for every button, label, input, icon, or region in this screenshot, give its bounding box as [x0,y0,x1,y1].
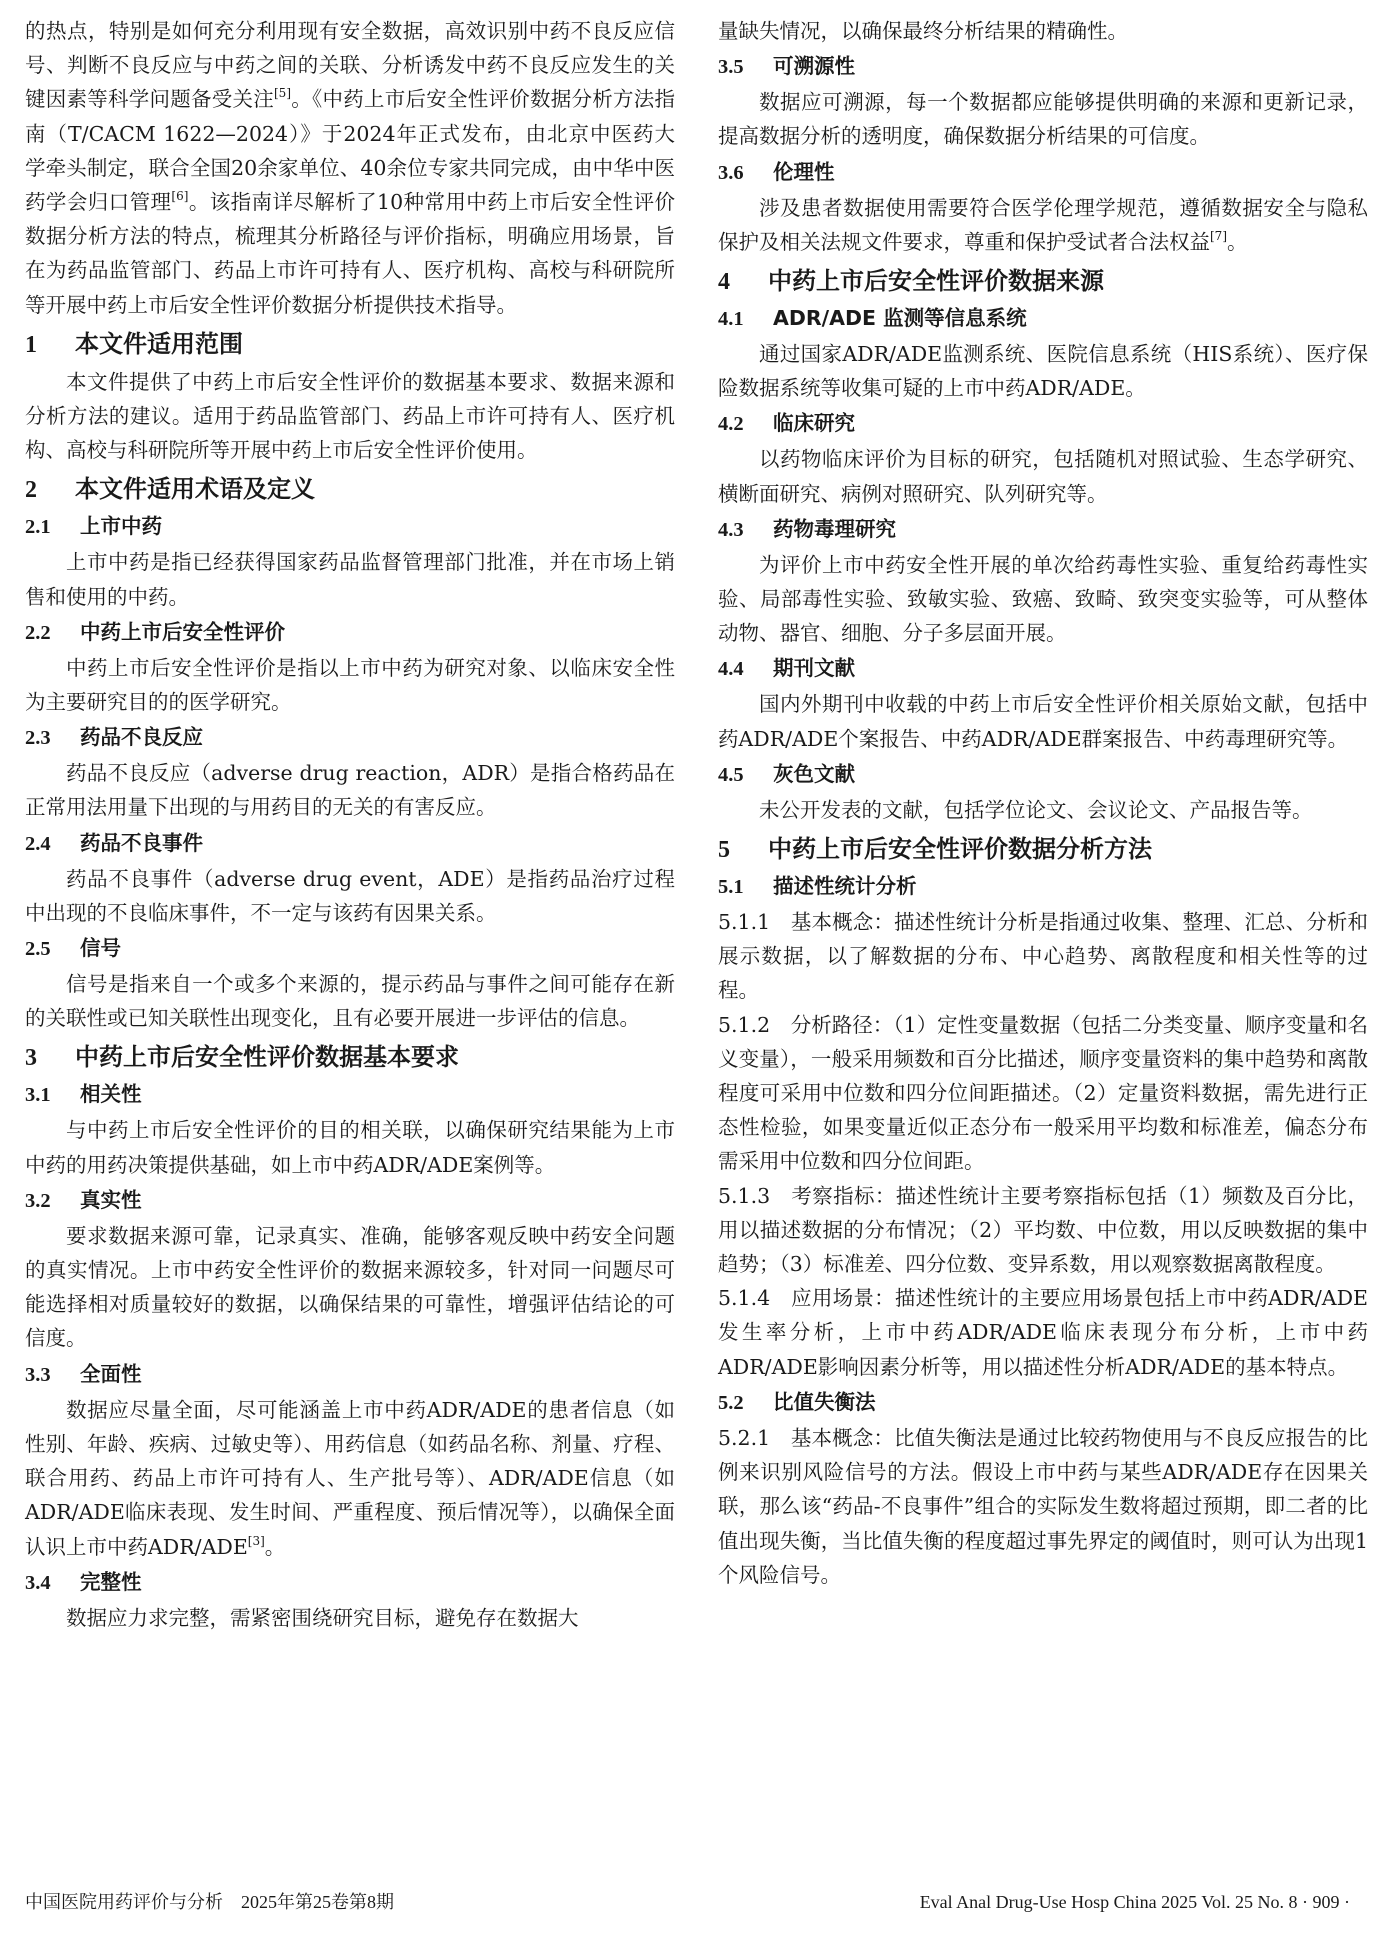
section-heading: 3 中药上市后安全性评价数据基本要求 [25,1043,459,1072]
subsection-heading: 5.1 描述性统计分析 [718,874,917,899]
section-heading: 2 本文件适用术语及定义 [25,475,315,504]
subsection-heading: 3.3 全面性 [25,1361,142,1386]
paragraph: 药品不良反应（adverse drug reaction，ADR）是指合格药品在正常用法用量下出现的与用药目的无关的有害反应。 [25,761,675,820]
paragraph: 数据应尽量全面，尽可能涵盖上市中药ADR/ADE的患者信息（如性别、年龄、疾病、过敏史等）、用药信息（如药品名称、剂量、疗程、联合用药、药品上市许可持有人、生产批号等）、ADR/ADE信息（如ADR/ADE临床表现、发生时间、严重程度、预后情况等），以确保全面认识上市中药ADR/ADE[3]。 [25,1397,675,1559]
paragraph: 中药上市后安全性评价是指以上市中药为研究对象、以临床安全性为主要研究目的的医学研究。 [25,655,675,715]
subsection-heading: 3.6 伦理性 [718,159,835,184]
section-heading: 5 中药上市后安全性评价数据分析方法 [718,835,1152,864]
right-column [718,14,1368,1592]
paragraph: 上市中药是指已经获得国家药品监督管理部门批准，并在市场上销售和使用的中药。 [25,550,675,609]
paragraph: 5.2.1 基本概念：比值失衡法是通过比较药物使用与不良反应报告的比例来识别风险信号的方法。假设上市中药与某些ADR/ADE存在因果关联，那么该“药品-不良事件”组合的实际发生数将超过预期，即二者的比值出现失衡，当比值失衡的程度超过事先界定的阈值时，则可认为出现1个风险信号。 [718,1425,1368,1587]
journal-name-en: Eval Anal Drug-Use Hosp China 2025 Vol. 25 No. 8 · 909 · [919,1892,1350,1912]
citation: [5] [274,86,291,101]
subsection-heading: 2.4 药品不良事件 [25,830,203,855]
subsection-heading: 2.3 药品不良反应 [25,725,203,750]
paragraph: 量缺失情况，以确保最终分析结果的精确性。 [718,19,1128,43]
paragraph: 国内外期刊中收载的中药上市后安全性评价相关原始文献，包括中药ADR/ADE个案报告、中药ADR/ADE群案报告、中药毒理研究等。 [718,692,1368,751]
paragraph: 5.1.2 分析路径：（1）定性变量数据（包括二分类变量、顺序变量和名义变量），一般采用频数和百分比描述，顺序变量资料的集中趋势和离散程度可采用中位数和四分位间距描述。（2）定量资料数据，需先进行正态性检验，如果变量近似正态分布一般采用平均数和标准差，偏态分布需采用中位数和四分位间距。 [718,1012,1368,1174]
subsection-heading: 2.2 中药上市后安全性评价 [25,619,285,644]
paragraph: 5.1.3 考察指标：描述性统计主要考察指标包括（1）频数及百分比，用以描述数据的分布情况；（2）平均数、中位数，用以反映数据的集中趋势；（3）标准差、四分位数、变异系数，用以观察数据离散程度。 [718,1183,1368,1277]
section-heading: 1 本文件适用范围 [25,329,243,358]
paragraph: 数据应可溯源，每一个数据都应能够提供明确的来源和更新记录，提高数据分析的透明度，确保数据分析结果的可信度。 [718,90,1368,149]
journal-name-cn: 中国医院用药评价与分析 2025年第25卷第8期 [25,1892,394,1912]
paragraph: 本文件提供了中药上市后安全性评价的数据基本要求、数据来源和分析方法的建议。适用于药品监管部门、药品上市许可持有人、医疗机构、高校与科研院所等开展中药上市后安全性评价使用。 [25,369,675,463]
paragraph: 涉及患者数据使用需要符合医学伦理学规范，遵循数据安全与隐私保护及相关法规文件要求，尊重和保护受试者合法权益[7]。 [718,195,1368,254]
subsection-heading: 4.4 期刊文献 [718,656,855,681]
left-column [25,14,675,1635]
paragraph: 信号是指来自一个或多个来源的，提示药品与事件之间可能存在新的关联性或已知关联性出现变化，且有必要开展进一步评估的信息。 [25,972,675,1031]
page-footer [25,1890,1350,1914]
subsection-heading: 3.5 可溯源性 [718,54,855,79]
subsection-heading: 2.5 信号 [25,936,121,961]
paragraph: 要求数据来源可靠，记录真实、准确，能够客观反映中药安全问题的真实情况。上市中药安全性评价的数据来源较多，针对同一问题尽可能选择相对质量较好的数据，以确保结果的可靠性，增强评估结论的可信度。 [25,1223,675,1351]
subsection-heading: 4.5 灰色文献 [718,761,855,786]
subsection-heading: 5.2 比值失衡法 [718,1389,876,1414]
paragraph: 为评价上市中药安全性开展的单次给药毒性实验、重复给药毒性实验、局部毒性实验、致敏实验、致癌、致畸、致突变实验等，可从整体动物、器官、细胞、分子多层面开展。 [718,552,1368,646]
subsection-heading: 4.2 临床研究 [718,411,855,436]
paragraph: 5.1.1 基本概念：描述性统计分析是指通过收集、整理、汇总、分析和展示数据，以了解数据的分布、中心趋势、离散程度和相关性等的过程。 [718,910,1368,1003]
paragraph: 以药物临床评价为目标的研究，包括随机对照试验、生态学研究、横断面研究、病例对照研究、队列研究等。 [718,447,1368,506]
paragraph: 与中药上市后安全性评价的目的相关联，以确保研究结果能为上市中药的用药决策提供基础，如上市中药ADR/ADE案例等。 [25,1118,675,1177]
subsection-heading: 2.1 上市中药 [25,514,162,539]
paragraph: 药品不良事件（adverse drug event，ADE）是指药品治疗过程中出现的不良临床事件，不一定与该药有因果关系。 [25,866,675,925]
paragraph: 未公开发表的文献，包括学位论文、会议论文、产品报告等。 [759,797,1313,822]
citation: [3] [247,1533,265,1548]
subsection-heading: 3.1 相关性 [25,1082,142,1107]
subsection-heading: 4.3 药物毒理研究 [718,516,896,541]
citation: [7] [1210,228,1227,243]
paragraph: 数据应力求完整，需紧密围绕研究目标，避免存在数据大 [66,1605,579,1630]
intro-paragraph: 的热点，特别是如何充分利用现有安全数据，高效识别中药不良反应信号、判断不良反应与中药之间的关联、分析诱发中药不良反应发生的关键因素等科学问题备受关注[5]。《中药上市后安全性评价数据分析方法指南（T/CACM 1622—2024）》于2024年正式发布，由北京中医药大学牵头制定，联合全国20余家单位、40余位专家共同完成，由中华中医药学会归口管理[6]。该指南详尽解析了10种常用中药上市后安全性评价数据分析方法的特点，梳理其分析路径与评价指标，明确应用场景，旨在为药品监管部门、药品上市许可持有人、医疗机构、高校与科研院所等开展中药上市后安全性评价数据分析提供技术指导。 [25,19,676,317]
paragraph: 通过国家ADR/ADE监测系统、医院信息系统（HIS系统）、医疗保险数据系统等收集可疑的上市中药ADR/ADE。 [718,342,1368,401]
section-heading: 4 中药上市后安全性评价数据来源 [718,267,1104,296]
subsection-heading: 3.4 完整性 [25,1569,142,1594]
citation: [6] [171,189,189,204]
subsection-heading: 3.2 真实性 [25,1187,142,1212]
paragraph: 5.1.4 应用场景：描述性统计的主要应用场景包括上市中药ADR/ADE发生率分析，上市中药ADR/ADE临床表现分布分析，上市中药ADR/ADE影响因素分析等，用以描述性分析ADR/ADE的基本特点。 [718,1286,1368,1379]
subsection-heading: 4.1 ADR/ADE 监测等信息系统 [718,306,1027,331]
